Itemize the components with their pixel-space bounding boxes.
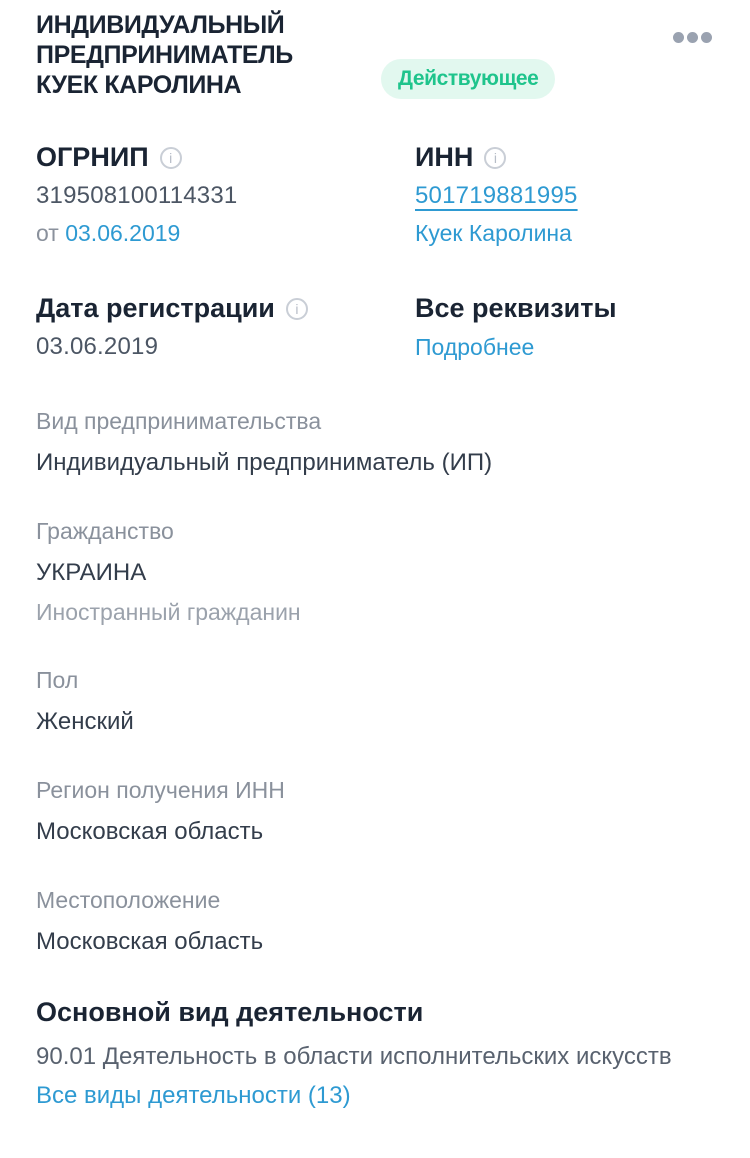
info-icon[interactable]: i: [286, 298, 308, 320]
ogrnip-date-link[interactable]: 03.06.2019: [65, 220, 181, 246]
ogrnip-heading: [36, 142, 415, 173]
requisites-label: Все реквизиты: [415, 293, 617, 323]
ogrnip-label: ОГРНИП: [36, 142, 149, 172]
main-activity-description: 90.01 Деятельность в области исполнительских искусств: [36, 1043, 672, 1070]
requisites-link-row: [415, 334, 714, 361]
inn-holder-link[interactable]: Куек Каролина: [415, 220, 572, 246]
entrepreneur-name: ИНДИВИДУАЛЬНЫЙ ПРЕДПРИНИМАТЕЛЬ КУЕК КАРОЛИНА: [36, 11, 293, 99]
inn-heading: [415, 142, 714, 173]
page-title: [36, 10, 555, 100]
inn-holder-row: [415, 220, 714, 247]
field-label: Вид предпринимательства: [36, 408, 322, 434]
inn-value-link[interactable]: 501719881995: [415, 182, 578, 209]
field-business-type: [36, 408, 714, 477]
ogrnip-block: [36, 142, 415, 247]
field-value: Женский: [36, 708, 134, 735]
main-activity-heading: Основной вид деятельности: [36, 997, 424, 1027]
ellipsis-icon: [701, 32, 712, 43]
registration-date-label: Дата регистрации: [36, 293, 275, 323]
field-location: [36, 887, 714, 956]
field-inn-region: [36, 777, 714, 846]
requisites-block: [415, 293, 714, 361]
field-value: Индивидуальный предприниматель (ИП): [36, 449, 493, 476]
field-gender: [36, 667, 714, 736]
details-list: [36, 408, 714, 956]
profile-header: [36, 10, 714, 100]
info-icon[interactable]: i: [484, 147, 506, 169]
main-activity-text: [36, 1037, 714, 1115]
ellipsis-icon: [673, 32, 684, 43]
inn-label: ИНН: [415, 142, 474, 172]
registry-summary: [36, 142, 714, 361]
registration-date-value: 03.06.2019: [36, 333, 159, 360]
inn-block: [415, 142, 714, 247]
requisites-heading: [415, 293, 714, 324]
field-citizenship: [36, 518, 714, 626]
field-value: УКРАИНА: [36, 559, 147, 586]
all-activities-link[interactable]: Все виды деятельности (13): [36, 1082, 351, 1109]
ellipsis-icon: [687, 32, 698, 43]
registration-date-heading: [36, 293, 415, 324]
more-menu-button[interactable]: [671, 26, 714, 49]
ogrnip-date-prefix: от: [36, 220, 59, 246]
info-icon[interactable]: i: [160, 147, 182, 169]
ogrnip-value: 319508100114331: [36, 182, 238, 209]
status-badge: Действующее: [381, 59, 555, 99]
registration-date-block: [36, 293, 415, 361]
ogrnip-date-row: [36, 220, 415, 247]
field-label: Пол: [36, 667, 79, 693]
field-value: Московская область: [36, 818, 264, 845]
field-note: Иностранный гражданин: [36, 599, 301, 625]
main-activity-section: [36, 997, 714, 1115]
field-label: Местоположение: [36, 887, 221, 913]
requisites-more-link[interactable]: Подробнее: [415, 334, 535, 360]
field-label: Регион получения ИНН: [36, 777, 285, 803]
field-label: Гражданство: [36, 518, 174, 544]
field-value: Московская область: [36, 928, 264, 955]
